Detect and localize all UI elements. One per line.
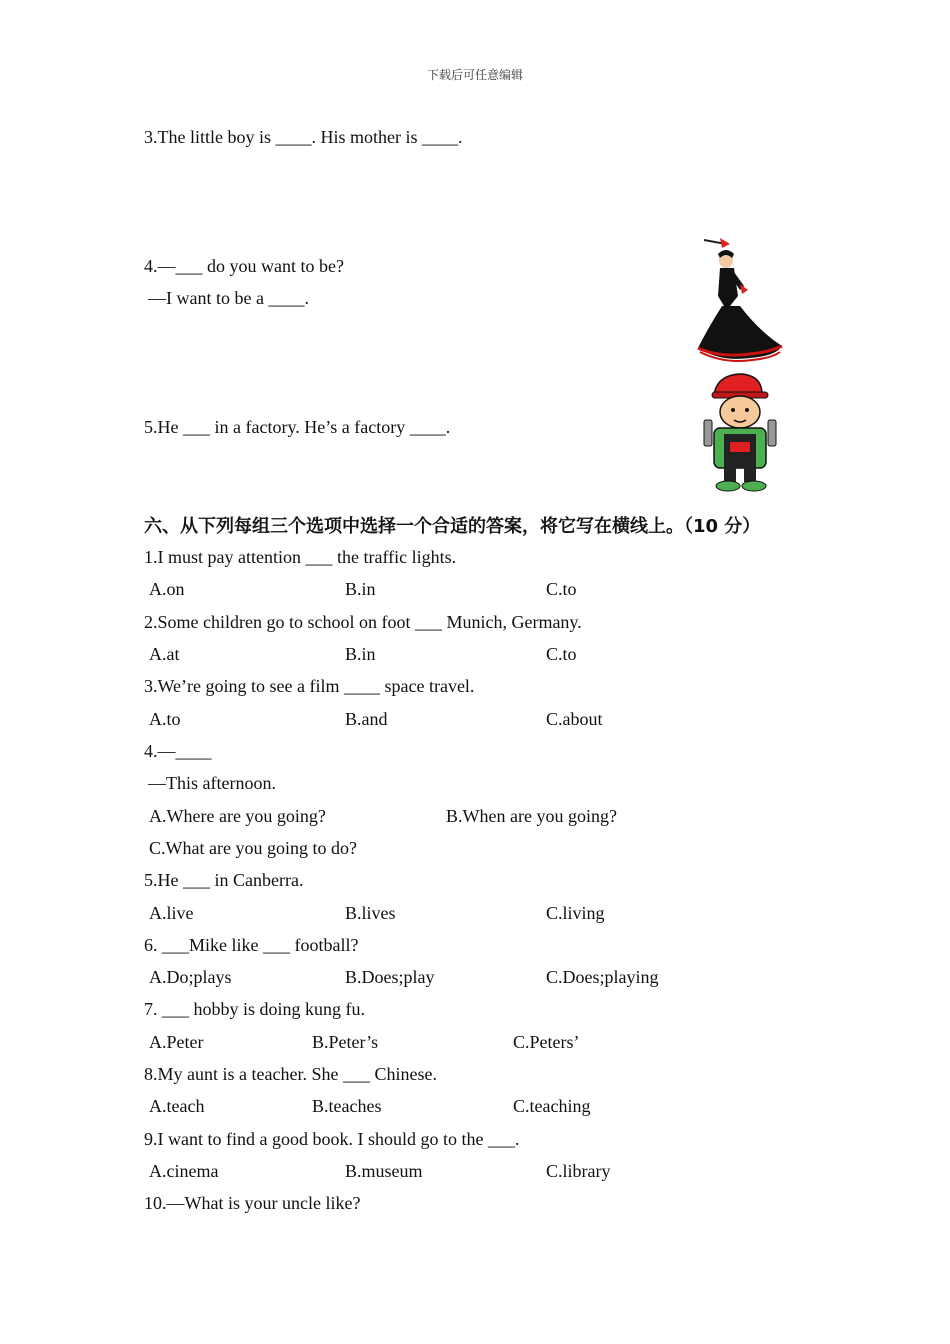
question-8-stem: 8.My aunt is a teacher. She ___ Chinese. bbox=[144, 1064, 437, 1084]
question-5-option-a: A.live bbox=[149, 903, 194, 923]
section-6-title: 六、从下列每组三个选项中选择一个合适的答案，将它写在横线上。（10 分） bbox=[144, 516, 761, 537]
question-9-option-b: B.museum bbox=[345, 1161, 423, 1181]
question-1-option-c: C.to bbox=[546, 579, 577, 599]
question-2-stem: 2.Some children go to school on foot ___ Munich, Germany. bbox=[144, 612, 582, 632]
question-5-5: 5.He ___ in a factory. He’s a factory ____. bbox=[144, 417, 451, 437]
question-8-option-c: C.teaching bbox=[513, 1096, 591, 1116]
question-2-option-b: B.in bbox=[345, 644, 376, 664]
question-7-stem: 7. ___ hobby is doing kung fu. bbox=[144, 999, 366, 1019]
worker-image bbox=[700, 372, 780, 494]
question-8-option-a: A.teach bbox=[149, 1096, 205, 1116]
question-7-option-c: C.Peters’ bbox=[513, 1032, 580, 1052]
question-1-option-a: A.on bbox=[149, 579, 185, 599]
question-2-option-a: A.at bbox=[149, 644, 180, 664]
question-3-option-a: A.to bbox=[149, 709, 181, 729]
question-5-3: 3.The little boy is ____. His mother is ____. bbox=[144, 127, 463, 147]
question-8-option-b: B.teaches bbox=[312, 1096, 382, 1116]
question-6-option-b: B.Does;play bbox=[345, 967, 435, 987]
question-9-option-a: A.cinema bbox=[149, 1161, 219, 1181]
question-3-stem: 3.We’re going to see a film ____ space travel. bbox=[144, 676, 475, 696]
question-2-option-c: C.to bbox=[546, 644, 577, 664]
question-6-option-c: C.Does;playing bbox=[546, 967, 659, 987]
question-6-stem: 6. ___Mike like ___ football? bbox=[144, 935, 359, 955]
question-5-stem: 5.He ___ in Canberra. bbox=[144, 870, 304, 890]
question-7-option-b: B.Peter’s bbox=[312, 1032, 379, 1052]
question-6-option-a: A.Do;plays bbox=[149, 967, 232, 987]
question-4-reply: —This afternoon. bbox=[148, 773, 276, 793]
question-4-option-c: C.What are you going to do? bbox=[149, 838, 357, 858]
question-7-option-a: A.Peter bbox=[149, 1032, 204, 1052]
question-9-stem: 9.I want to find a good book. I should go to the ___. bbox=[144, 1129, 520, 1149]
question-4-option-a: A.Where are you going? bbox=[149, 806, 326, 826]
question-1-stem: 1.I must pay attention ___ the traffic lights. bbox=[144, 547, 457, 567]
question-10-stem: 10.—What is your uncle like? bbox=[144, 1193, 361, 1213]
question-5-option-b: B.lives bbox=[345, 903, 396, 923]
question-9-option-c: C.library bbox=[546, 1161, 611, 1181]
question-5-option-c: C.living bbox=[546, 903, 605, 923]
question-5-4-prompt: 4.—___ do you want to be? bbox=[144, 256, 344, 276]
question-4-stem: 4.—____ bbox=[144, 741, 212, 761]
question-5-4-reply: —I want to be a ____. bbox=[148, 288, 309, 308]
question-3-option-b: B.and bbox=[345, 709, 388, 729]
question-3-option-c: C.about bbox=[546, 709, 603, 729]
question-4-option-b: B.When are you going? bbox=[446, 806, 617, 826]
question-1-option-b: B.in bbox=[345, 579, 376, 599]
page-header: 下载后可任意编辑 bbox=[426, 68, 523, 82]
dancer-image bbox=[690, 236, 786, 364]
